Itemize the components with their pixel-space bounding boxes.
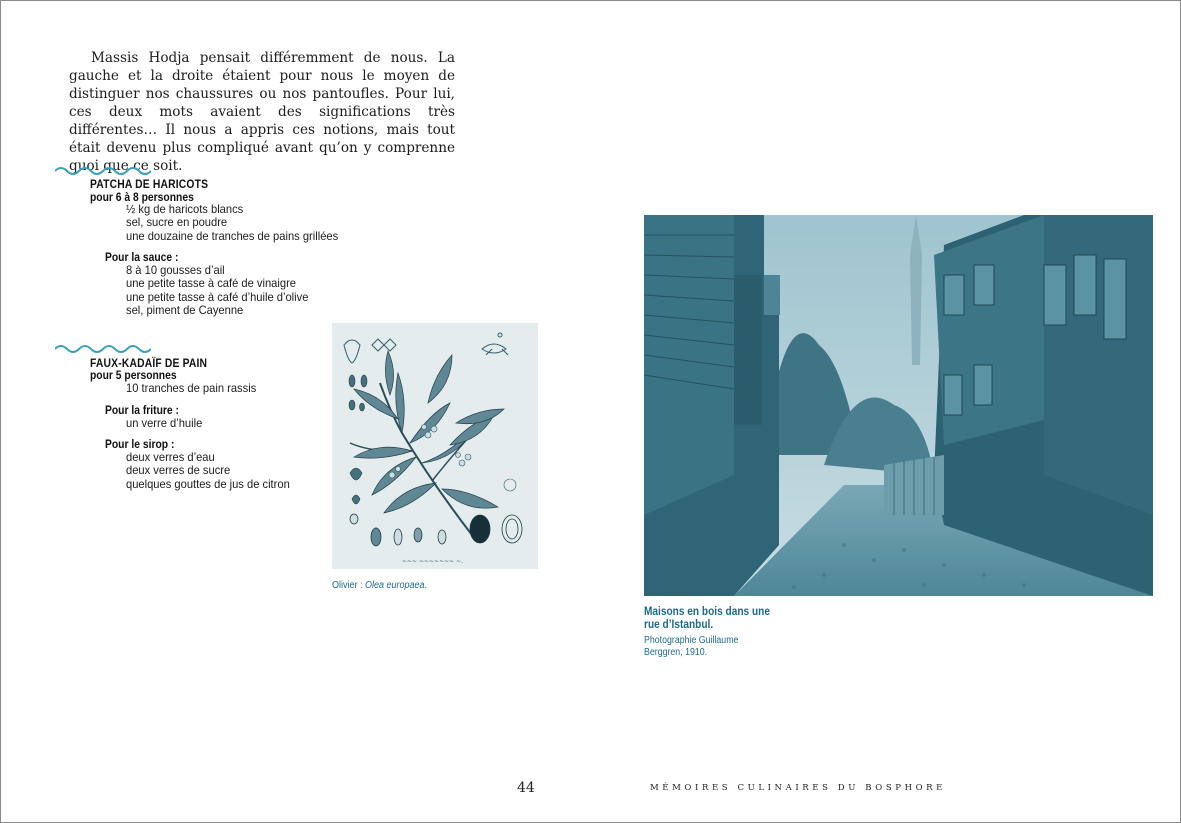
ingredient: une petite tasse à café de vinaigre (126, 276, 297, 291)
ingredient: deux verres d’eau (126, 450, 215, 464)
page-number: 44 (517, 780, 535, 796)
istanbul-street-photograph (644, 215, 1153, 596)
ingredient: ½ kg de haricots blancs (126, 202, 244, 216)
sauce-ingredient-list (126, 264, 308, 318)
recipe-title: FAUX-KADAÏF DE PAIN (90, 356, 208, 370)
ingredient: sel, sucre en poudre (126, 215, 228, 230)
ingredient: 10 tranches de pain rassis (126, 381, 257, 395)
recipe-servings: pour 6 à 8 personnes (90, 190, 194, 204)
intro-paragraph: Massis Hodja pensait différemment de nous. La gauche et la droite étaient pour nous le moyen de distinguer nos chaussures ou nos pantoufles. Pour lui, ces deux mots avaient des significations très différentes… Il nous a appris ces notions, mais tout était devenu plus compliqué avant qu’on y comprenne quoi que ce soit. (69, 50, 455, 174)
ingredient: 8 à 10 gousses d’ail (126, 263, 225, 277)
running-head: MÉMOIRES CULINAIRES DU BOSPHORE (650, 783, 946, 793)
photo-caption-title: Maisons en bois dans une rue d’Istanbul. (644, 606, 770, 631)
olive-botanical-illustration (332, 323, 538, 569)
wave-ornament-icon (55, 163, 151, 177)
ingredient: quelques gouttes de jus de citron (126, 476, 290, 491)
ingredient: une douzaine de tranches de pains grillées (126, 228, 339, 243)
botanical-caption: Olivier : Olea europaea. (332, 580, 428, 591)
friture-heading: Pour la friture : (105, 403, 179, 417)
wave-ornament-icon (55, 341, 151, 355)
street-scene-icon (644, 215, 1153, 596)
ingredient: un verre d’huile (126, 416, 203, 430)
sirop-heading: Pour le sirop : (105, 437, 175, 451)
photo-caption-credit: Photographie Guillaume Berggren, 1910. (644, 635, 739, 658)
recipe-title: PATCHA DE HARICOTS (90, 177, 209, 191)
ingredient: sel, piment de Cayenne (126, 303, 244, 318)
ingredient-list (126, 382, 256, 395)
friture-ingredient-list (126, 417, 202, 430)
olive-branch-icon (332, 323, 538, 569)
ingredient: une petite tasse à café d’huile d’olive (126, 289, 309, 304)
ingredient: deux verres de sucre (126, 463, 231, 478)
sirop-ingredient-list (126, 451, 290, 491)
ingredient-list (126, 203, 338, 243)
recipe-servings: pour 5 personnes (90, 368, 177, 382)
svg-text:~~~ ~~~~~~~ ~.: ~~~ ~~~~~~~ ~. (402, 558, 464, 565)
sauce-heading: Pour la sauce : (105, 250, 179, 264)
